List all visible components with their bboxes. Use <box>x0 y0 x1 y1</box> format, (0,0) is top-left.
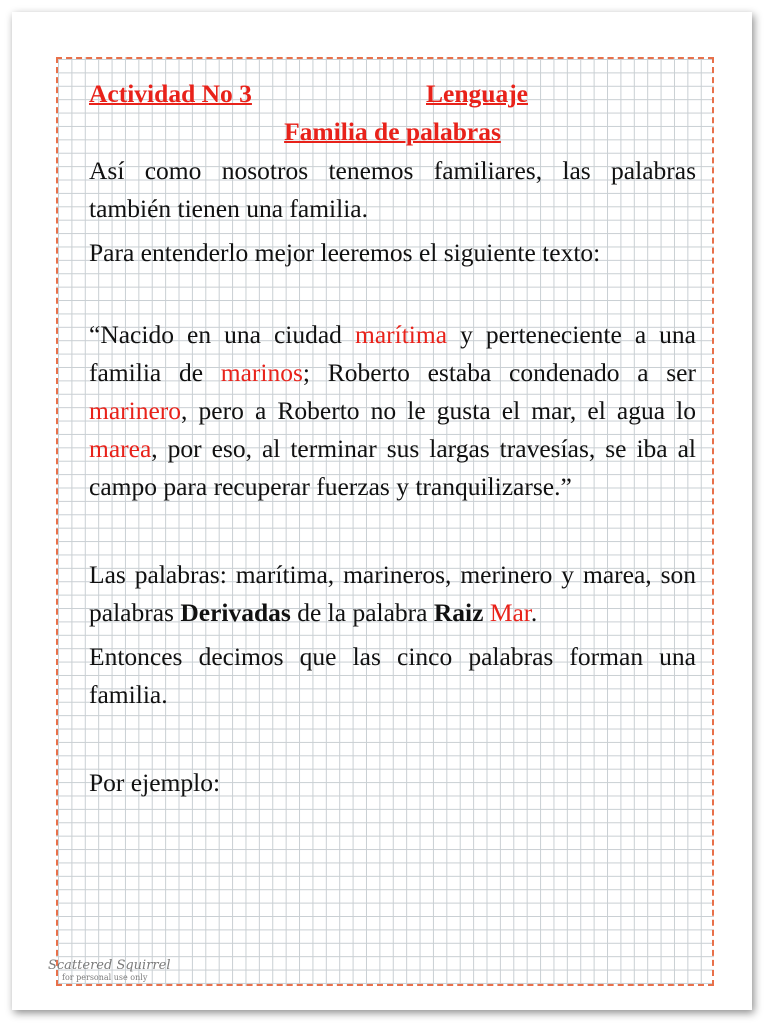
explanation-paragraph <box>89 556 696 632</box>
explanation-text-1: Las palabras: marítima, marineros, merinero y marea, son palabras <box>89 560 696 627</box>
derived-term: Derivadas <box>180 598 291 627</box>
subject-label: Lenguaje <box>426 79 528 108</box>
highlight-word-marinos: marinos <box>220 358 303 387</box>
story-text-3: ; Roberto estaba condenado a ser <box>302 358 696 387</box>
instruction-paragraph: Para entenderlo mejor leeremos el siguiente texto: <box>89 238 601 267</box>
story-text-1: “Nacido en una ciudad <box>89 320 355 349</box>
worksheet-content <box>89 70 696 802</box>
story-text-5: , por eso, al terminar sus largas travesías, se iba al campo para recuperar fuerzas y tranquilizarse.” <box>89 434 696 501</box>
highlight-word-marinero: marinero <box>89 396 182 425</box>
page-title <box>89 112 696 152</box>
watermark-brand: Scattered Squirrel <box>48 958 171 973</box>
header-row <box>89 70 696 112</box>
story-paragraph <box>89 316 696 506</box>
highlight-word-maritima: marítima <box>354 320 448 349</box>
story-text-4: , pero a Roberto no le gusta el mar, el agua lo <box>181 396 696 425</box>
explanation-text-2: de la palabra <box>290 598 434 627</box>
root-term: Raiz <box>433 598 484 627</box>
watermark-note: for personal use only <box>62 973 148 982</box>
example-label: Por ejemplo: <box>89 768 221 797</box>
highlight-word-marea: marea <box>89 434 152 463</box>
activity-label: Actividad No 3 <box>89 79 252 108</box>
root-word-mar: Mar <box>489 598 531 627</box>
title-text: Familia de palabras <box>284 117 501 146</box>
intro-paragraph: Así como nosotros tenemos familiares, las palabras también tienen una familia. <box>89 156 696 223</box>
explanation-text-3: . <box>530 598 538 627</box>
conclusion-paragraph: Entonces decimos que las cinco palabras forman una familia. <box>89 642 696 709</box>
story-text-2: y perteneciente a una familia de <box>89 320 697 387</box>
watermark-logo <box>48 960 170 984</box>
